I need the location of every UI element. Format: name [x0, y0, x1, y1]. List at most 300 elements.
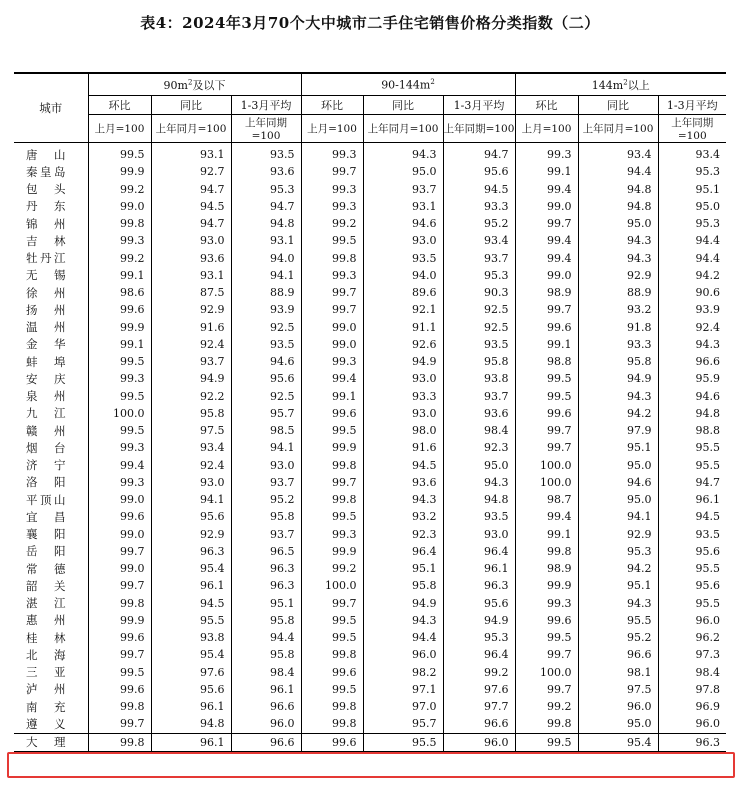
- index-value: 95.0: [578, 457, 658, 474]
- index-value: 99.6: [88, 681, 151, 698]
- index-value: 99.5: [515, 370, 578, 387]
- index-value: 93.1: [151, 143, 231, 164]
- index-value: 93.0: [363, 370, 443, 387]
- index-value: 97.5: [151, 422, 231, 439]
- table-row: [14, 301, 726, 318]
- index-value: 96.1: [695, 493, 720, 507]
- index-value: 96.0: [231, 715, 301, 733]
- index-value: 96.2: [695, 631, 720, 645]
- header-row-groups: [14, 73, 726, 96]
- index-value: 96.3: [231, 577, 301, 594]
- index-value: 93.0: [363, 405, 443, 422]
- index-value: 99.0: [301, 336, 363, 353]
- index-value: 99.1: [88, 336, 151, 353]
- index-value: 97.1: [363, 681, 443, 698]
- index-value: 89.6: [363, 284, 443, 301]
- index-value: 99.8: [301, 715, 363, 733]
- city-name: 南 充: [14, 698, 88, 715]
- index-value: 88.9: [578, 284, 658, 301]
- city-name: 济 宁: [14, 457, 88, 474]
- city-name: 大 理: [14, 733, 88, 752]
- index-value: 95.5: [695, 458, 720, 472]
- index-value: 95.8: [363, 577, 443, 594]
- index-value: 99.5: [88, 143, 151, 164]
- index-value: 99.6: [88, 629, 151, 646]
- city-name: 丹 东: [14, 198, 88, 215]
- index-value: 95.7: [363, 715, 443, 733]
- index-value: 92.2: [151, 388, 231, 405]
- index-value: 99.8: [88, 733, 151, 752]
- index-value: 95.4: [151, 646, 231, 663]
- index-value: 99.5: [301, 232, 363, 249]
- index-value: 99.3: [88, 370, 151, 387]
- index-value: 94.4: [695, 234, 720, 248]
- header-row-base: [14, 115, 726, 143]
- index-value: 99.8: [301, 457, 363, 474]
- index-value: 98.8: [695, 424, 720, 438]
- index-value: 93.6: [443, 405, 515, 422]
- index-value: 99.3: [88, 439, 151, 456]
- city-name: 韶 关: [14, 577, 88, 594]
- index-value: 99.7: [88, 646, 151, 663]
- base-header-yoy: 上年同月=100: [363, 115, 443, 143]
- index-value: 99.9: [515, 577, 578, 594]
- header-row-metrics: [14, 96, 726, 115]
- index-value: 99.9: [88, 319, 151, 336]
- index-value: 99.1: [88, 267, 151, 284]
- index-value: 88.9: [231, 284, 301, 301]
- index-value: 99.9: [301, 543, 363, 560]
- base-header-yoy: 上年同月=100: [578, 115, 658, 143]
- index-value: 93.1: [151, 267, 231, 284]
- metric-header-mom: 环比: [301, 96, 363, 115]
- index-value: 92.5: [443, 301, 515, 318]
- index-value: 99.5: [301, 681, 363, 698]
- index-value: 99.4: [301, 370, 363, 387]
- index-value: 91.6: [151, 319, 231, 336]
- index-value: 93.4: [443, 232, 515, 249]
- base-header-avg: 上年同期=100: [658, 115, 726, 143]
- index-value: 95.0: [695, 199, 720, 213]
- index-value: 94.1: [231, 267, 301, 284]
- index-value: 99.3: [515, 595, 578, 612]
- index-value: 93.9: [231, 301, 301, 318]
- metric-header-yoy: 同比: [363, 96, 443, 115]
- index-value: 99.7: [515, 646, 578, 663]
- index-value: 97.7: [443, 698, 515, 715]
- index-value: 99.1: [515, 526, 578, 543]
- index-value: 95.7: [231, 405, 301, 422]
- index-value: 94.9: [151, 370, 231, 387]
- table-row: [14, 405, 726, 422]
- index-value: 97.0: [363, 698, 443, 715]
- index-value: 99.4: [515, 232, 578, 249]
- index-value: 97.5: [578, 681, 658, 698]
- index-value: 94.9: [443, 612, 515, 629]
- index-value: 99.6: [515, 612, 578, 629]
- table-row: [14, 181, 726, 198]
- city-name: 岳 阳: [14, 543, 88, 560]
- index-value: 96.3: [231, 560, 301, 577]
- index-value: 99.3: [301, 181, 363, 198]
- table-row: [14, 508, 726, 525]
- city-name: 桂 林: [14, 629, 88, 646]
- index-value: 95.3: [231, 181, 301, 198]
- index-value: 99.8: [515, 715, 578, 733]
- index-value: 94.6: [695, 389, 720, 403]
- table-row: [14, 232, 726, 249]
- index-value: 95.8: [151, 405, 231, 422]
- index-value: 99.0: [515, 198, 578, 215]
- index-value: 94.0: [231, 250, 301, 267]
- index-value: 94.7: [695, 475, 720, 489]
- table-row: [14, 491, 726, 508]
- index-value: 96.6: [231, 698, 301, 715]
- index-value: 92.4: [151, 336, 231, 353]
- index-value: 93.4: [578, 143, 658, 164]
- index-value: 99.8: [88, 595, 151, 612]
- city-name: 湛 江: [14, 595, 88, 612]
- table-row: [14, 267, 726, 284]
- index-value: 99.8: [88, 698, 151, 715]
- city-name: 包 头: [14, 181, 88, 198]
- index-value: 95.6: [695, 579, 720, 593]
- index-value: 99.1: [301, 388, 363, 405]
- index-value: 96.0: [443, 733, 515, 752]
- index-value: 91.1: [363, 319, 443, 336]
- index-value: 99.6: [88, 301, 151, 318]
- table-row: [14, 250, 726, 267]
- index-value: 99.1: [515, 336, 578, 353]
- index-value: 95.3: [443, 629, 515, 646]
- index-value: 99.8: [515, 543, 578, 560]
- index-value: 99.6: [515, 319, 578, 336]
- index-value: 93.4: [151, 439, 231, 456]
- index-value: 99.7: [515, 422, 578, 439]
- index-value: 94.4: [695, 251, 720, 265]
- city-name: 平顶山: [14, 491, 88, 508]
- index-value: 99.7: [88, 577, 151, 594]
- index-value: 96.6: [231, 733, 301, 752]
- index-value: 99.9: [88, 163, 151, 180]
- index-value: 94.0: [363, 267, 443, 284]
- index-value: 94.6: [231, 353, 301, 370]
- metric-header-mom: 环比: [515, 96, 578, 115]
- index-value: 93.7: [443, 388, 515, 405]
- table-row: [14, 388, 726, 405]
- table-row: [14, 143, 726, 164]
- index-value: 94.6: [578, 474, 658, 491]
- index-value: 93.5: [443, 508, 515, 525]
- index-value: 94.2: [695, 268, 720, 282]
- group-header-large: $144m^2$以上: [515, 73, 726, 96]
- index-value: 93.5: [443, 336, 515, 353]
- index-value: 94.3: [578, 595, 658, 612]
- base-header-avg: 上年同期=100: [443, 115, 515, 143]
- index-value: 94.5: [151, 595, 231, 612]
- index-value: 95.0: [363, 163, 443, 180]
- index-value: 99.5: [88, 388, 151, 405]
- index-value: 95.9: [695, 372, 720, 386]
- index-value: 94.4: [363, 629, 443, 646]
- index-value: 99.2: [88, 181, 151, 198]
- index-value: 99.3: [301, 526, 363, 543]
- index-value: 95.0: [578, 715, 658, 733]
- index-value: 99.2: [88, 250, 151, 267]
- index-value: 98.5: [231, 422, 301, 439]
- index-value: 96.1: [231, 681, 301, 698]
- index-value: 99.7: [301, 474, 363, 491]
- index-value: 92.4: [695, 320, 720, 334]
- city-name: 扬 州: [14, 301, 88, 318]
- index-value: 94.8: [578, 198, 658, 215]
- base-header-avg: 上年同期=100: [231, 115, 301, 143]
- metric-header-avg: 1-3月平均: [231, 96, 301, 115]
- index-value: 99.4: [515, 508, 578, 525]
- index-value: 99.6: [301, 733, 363, 752]
- base-header-yoy: 上年同月=100: [151, 115, 231, 143]
- index-value: 93.3: [363, 388, 443, 405]
- index-value: 94.9: [578, 370, 658, 387]
- table-row: [14, 681, 726, 698]
- index-value: 98.8: [515, 353, 578, 370]
- index-value: 95.4: [578, 733, 658, 752]
- index-value: 98.4: [231, 664, 301, 681]
- city-name: 九 江: [14, 405, 88, 422]
- index-value: 98.7: [515, 491, 578, 508]
- index-value: 99.4: [515, 181, 578, 198]
- base-header-mom: 上月=100: [88, 115, 151, 143]
- index-value: 94.1: [578, 508, 658, 525]
- index-value: 94.3: [443, 474, 515, 491]
- table-row: [14, 595, 726, 612]
- index-value: 99.5: [515, 733, 578, 752]
- index-value: 98.4: [443, 422, 515, 439]
- table-row: [14, 612, 726, 629]
- index-value: 99.3: [301, 198, 363, 215]
- index-value: 94.9: [363, 595, 443, 612]
- index-value: 95.1: [578, 577, 658, 594]
- index-value: 99.8: [301, 250, 363, 267]
- index-value: 93.7: [443, 250, 515, 267]
- index-value: 92.3: [443, 439, 515, 456]
- index-value: 93.8: [443, 370, 515, 387]
- index-value: 94.1: [231, 439, 301, 456]
- index-value: 94.8: [578, 181, 658, 198]
- index-value: 94.5: [695, 510, 720, 524]
- table-row: [14, 336, 726, 353]
- index-value: 93.5: [695, 527, 720, 541]
- index-value: 93.0: [363, 232, 443, 249]
- index-value: 99.0: [88, 491, 151, 508]
- index-value: 99.2: [301, 215, 363, 232]
- table-row: [14, 543, 726, 560]
- index-value: 93.6: [151, 250, 231, 267]
- index-value: 95.1: [231, 595, 301, 612]
- table-row: [14, 370, 726, 387]
- index-value: 97.6: [443, 681, 515, 698]
- index-value: 93.5: [363, 250, 443, 267]
- index-value: 100.0: [515, 474, 578, 491]
- index-value: 99.3: [88, 232, 151, 249]
- base-header-mom: 上月=100: [301, 115, 363, 143]
- index-value: 96.1: [151, 733, 231, 752]
- city-name: 安 庆: [14, 370, 88, 387]
- city-name: 惠 州: [14, 612, 88, 629]
- index-value: 92.9: [151, 526, 231, 543]
- index-value: 99.2: [301, 560, 363, 577]
- index-value: 99.7: [88, 715, 151, 733]
- index-value: 95.5: [363, 733, 443, 752]
- index-value: 99.7: [515, 439, 578, 456]
- index-value: 95.3: [578, 543, 658, 560]
- index-value: 93.7: [363, 181, 443, 198]
- city-name: 牡丹江: [14, 250, 88, 267]
- city-name: 泉 州: [14, 388, 88, 405]
- index-value: 99.7: [515, 301, 578, 318]
- index-value: 95.5: [695, 441, 720, 455]
- index-value: 93.5: [231, 143, 301, 164]
- index-value: 90.3: [443, 284, 515, 301]
- index-value: 94.3: [578, 250, 658, 267]
- index-value: 99.7: [301, 595, 363, 612]
- index-value: 90.6: [695, 286, 720, 300]
- index-value: 95.6: [151, 681, 231, 698]
- index-value: 99.5: [301, 508, 363, 525]
- city-header: 城市: [14, 73, 88, 143]
- index-value: 96.4: [443, 646, 515, 663]
- index-value: 95.6: [231, 370, 301, 387]
- index-value: 94.1: [151, 491, 231, 508]
- index-value: 96.0: [578, 698, 658, 715]
- index-value: 94.8: [231, 215, 301, 232]
- table-row: [14, 474, 726, 491]
- index-value: 94.3: [363, 612, 443, 629]
- index-value: 94.8: [443, 491, 515, 508]
- metric-header-mom: 环比: [88, 96, 151, 115]
- index-value: 99.7: [301, 163, 363, 180]
- city-name: 秦皇岛: [14, 163, 88, 180]
- index-value: 99.6: [88, 508, 151, 525]
- index-value: 97.3: [695, 648, 720, 662]
- index-value: 93.3: [443, 198, 515, 215]
- city-name: 襄 阳: [14, 526, 88, 543]
- index-value: 99.6: [301, 664, 363, 681]
- table-row: [14, 577, 726, 594]
- city-name: 赣 州: [14, 422, 88, 439]
- index-value: 99.2: [443, 664, 515, 681]
- index-value: 93.7: [231, 474, 301, 491]
- city-name: 徐 州: [14, 284, 88, 301]
- index-value: 95.8: [231, 612, 301, 629]
- index-value: 96.6: [443, 715, 515, 733]
- index-value: 97.6: [151, 664, 231, 681]
- table-row: [14, 646, 726, 663]
- index-value: 97.8: [695, 682, 720, 696]
- index-value: 96.6: [695, 355, 720, 369]
- index-value: 93.1: [363, 198, 443, 215]
- table-row: [14, 215, 726, 232]
- city-name: 泸 州: [14, 681, 88, 698]
- index-value: 95.5: [578, 612, 658, 629]
- city-name: 北 海: [14, 646, 88, 663]
- index-value: 92.5: [443, 319, 515, 336]
- index-value: 99.3: [88, 474, 151, 491]
- index-value: 93.0: [231, 457, 301, 474]
- index-value: 99.5: [88, 422, 151, 439]
- index-value: 96.5: [231, 543, 301, 560]
- index-value: 99.0: [88, 198, 151, 215]
- index-value: 99.5: [88, 353, 151, 370]
- table-row: [14, 560, 726, 577]
- index-value: 99.7: [301, 284, 363, 301]
- index-value: 94.3: [363, 491, 443, 508]
- index-value: 92.5: [231, 319, 301, 336]
- table-row: [14, 198, 726, 215]
- index-value: 92.3: [363, 526, 443, 543]
- index-value: 95.3: [695, 165, 720, 179]
- city-name: 金 华: [14, 336, 88, 353]
- table-row: [14, 284, 726, 301]
- index-value: 98.4: [695, 665, 720, 679]
- metric-header-yoy: 同比: [151, 96, 231, 115]
- table-body: [14, 143, 726, 752]
- index-value: 99.8: [88, 215, 151, 232]
- index-value: 92.4: [151, 457, 231, 474]
- index-value: 95.6: [151, 508, 231, 525]
- index-value: 95.6: [443, 595, 515, 612]
- index-value: 91.6: [363, 439, 443, 456]
- index-value: 98.1: [578, 664, 658, 681]
- index-value: 99.5: [515, 629, 578, 646]
- index-value: 96.0: [695, 717, 720, 731]
- index-value: 96.3: [658, 733, 726, 752]
- index-value: 95.2: [231, 491, 301, 508]
- index-value: 99.3: [301, 143, 363, 164]
- index-value: 99.4: [515, 250, 578, 267]
- index-value: 94.4: [578, 163, 658, 180]
- index-value: 95.0: [578, 491, 658, 508]
- index-value: 93.6: [231, 163, 301, 180]
- index-value: 94.5: [363, 457, 443, 474]
- index-value: 99.7: [301, 301, 363, 318]
- index-value: 99.0: [515, 267, 578, 284]
- index-value: 99.0: [88, 526, 151, 543]
- index-value: 87.5: [151, 284, 231, 301]
- index-value: 94.7: [443, 143, 515, 164]
- index-value: 93.3: [578, 336, 658, 353]
- index-value: 99.0: [301, 319, 363, 336]
- index-value: 99.6: [301, 405, 363, 422]
- table-row: [14, 422, 726, 439]
- city-name: 遵 义: [14, 715, 88, 733]
- index-value: 92.9: [578, 526, 658, 543]
- index-value: 96.3: [151, 543, 231, 560]
- table-row: [14, 439, 726, 456]
- index-value: 98.9: [515, 284, 578, 301]
- index-value: 95.4: [151, 560, 231, 577]
- table-title: 表4：2024年3月70个大中城市二手住宅销售价格分类指数（二）: [140, 14, 600, 32]
- index-value: 94.5: [151, 198, 231, 215]
- index-value: 95.6: [443, 163, 515, 180]
- index-value: 99.4: [88, 457, 151, 474]
- index-value: 94.6: [363, 215, 443, 232]
- index-value: 94.2: [578, 560, 658, 577]
- index-value: 93.6: [363, 474, 443, 491]
- index-value: 99.8: [301, 698, 363, 715]
- index-value: 100.0: [515, 664, 578, 681]
- index-value: 93.0: [151, 232, 231, 249]
